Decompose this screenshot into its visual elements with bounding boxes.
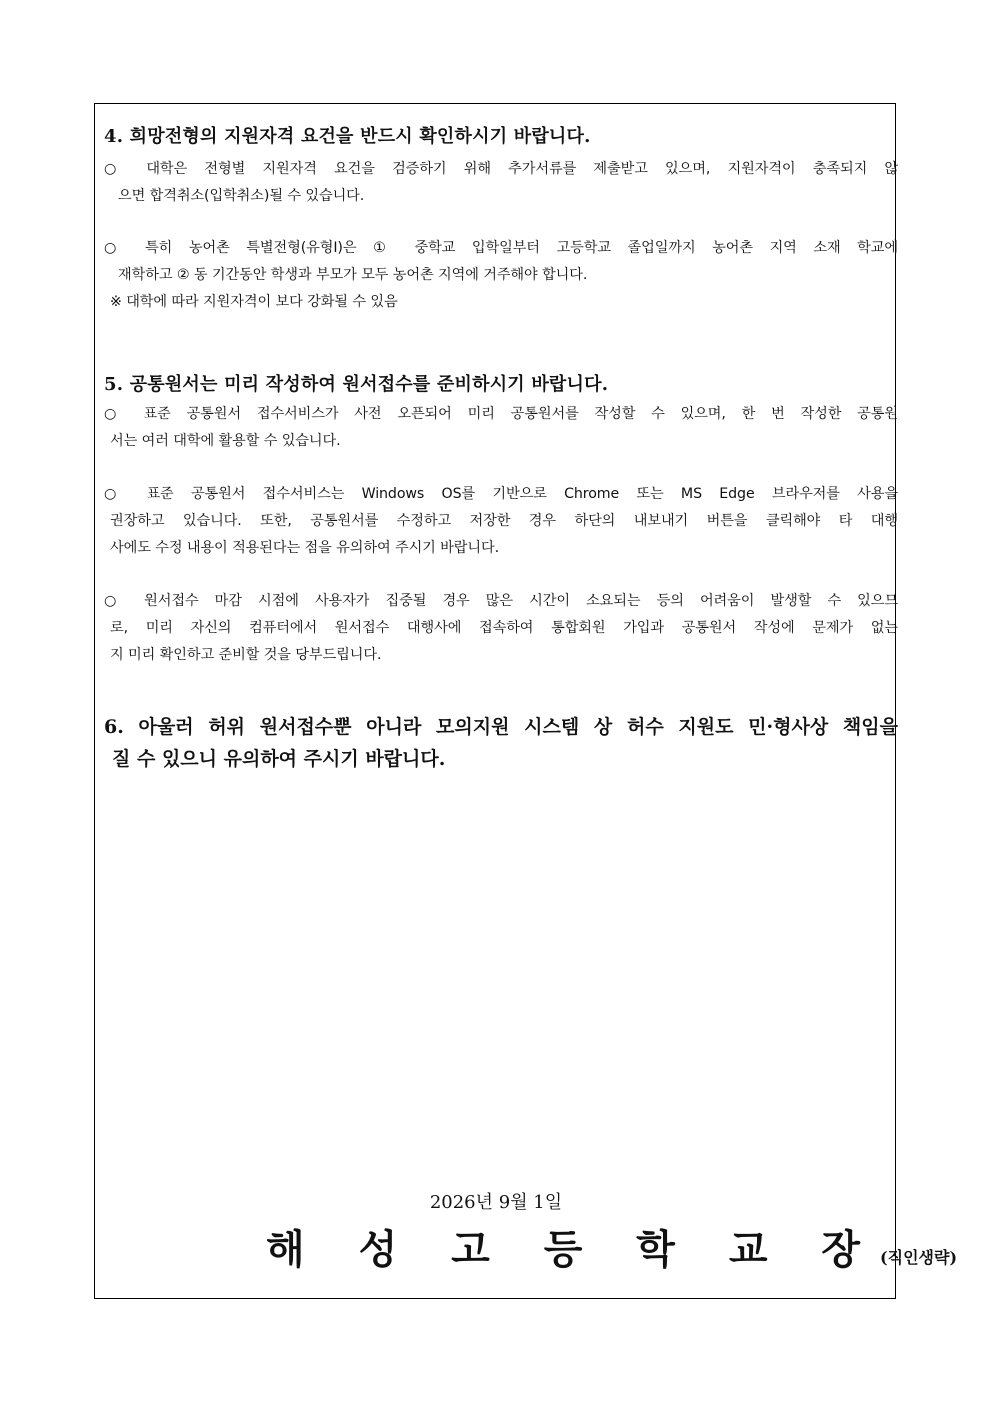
section-5-p2-line1: ○ 표준 공통원서 접수서비스는 Windows OS를 기반으로 Chrome 또는 MS Edge 브라우저를 사용을: [104, 486, 898, 502]
section-5-p2-line3: 사에도 수정 내용이 적용된다는 점을 유의하여 주시기 바랍니다.: [110, 540, 500, 556]
section-4-p1-line1: ○ 대학은 전형별 지원자격 요건을 검증하기 위해 추가서류를 제출받고 있으며, 지원자격이 충족되지 않: [104, 161, 898, 177]
principal-signature: 해 성 고 등 학 교 장: [266, 1226, 881, 1273]
section-6-line1: 6. 아울러 허위 원서접수뿐 아니라 모의지원 시스템 상 허수 지원도 민·형사상 책임을: [104, 716, 898, 738]
section-5-p1-line2: 서는 여러 대학에 활용할 수 있습니다.: [110, 433, 341, 449]
issue-date: 2026년 9월 1일: [429, 1192, 563, 1213]
section-4-note: ※ 대학에 따라 지원자격이 보다 강화될 수 있음: [110, 294, 398, 310]
section-5-p1-line1: ○ 표준 공통원서 접수서비스가 사전 오픈되어 미리 공통원서를 작성할 수 있으며, 한 번 작성한 공통원: [104, 406, 898, 422]
section-6-line2: 질 수 있으니 유의하여 주시기 바랍니다.: [112, 748, 446, 770]
section-4-p2-line2: 재학하고 ② 동 기간동안 학생과 부모가 모두 농어촌 지역에 거주해야 합니다.: [118, 267, 588, 283]
section-4-p1-line2: 으면 합격취소(입학취소)될 수 있습니다.: [118, 188, 365, 204]
seal-omitted-note: (직인생략): [880, 1248, 958, 1267]
section-5-p3-line1: ○ 원서접수 마감 시점에 사용자가 집중될 경우 많은 시간이 소요되는 등의 어려움이 발생할 수 있으므: [104, 593, 898, 609]
section-5-heading: 5. 공통원서는 미리 작성하여 원서접수를 준비하시기 바랍니다.: [104, 374, 609, 395]
section-5-p3-line2: 로, 미리 자신의 컴퓨터에서 원서접수 대행사에 접속하여 통합회원 가입과 공통원서 작성에 문제가 없는: [110, 620, 898, 636]
signature-block: [266, 1218, 957, 1275]
section-4-p2-line1: ○ 특히 농어촌 특별전형(유형I)은 ① 중학교 입학일부터 고등학교 졸업일까지 농어촌 지역 소재 학교에: [104, 240, 898, 256]
section-4-heading: 4. 희망전형의 지원자격 요건을 반드시 확인하시기 바랍니다.: [104, 126, 591, 147]
section-5-p3-line3: 지 미리 확인하고 준비할 것을 당부드립니다.: [110, 647, 382, 663]
section-5-p2-line2: 권장하고 있습니다. 또한, 공통원서를 수정하고 저장한 경우 하단의 내보내기 버튼을 클릭해야 타 대행: [110, 513, 898, 529]
